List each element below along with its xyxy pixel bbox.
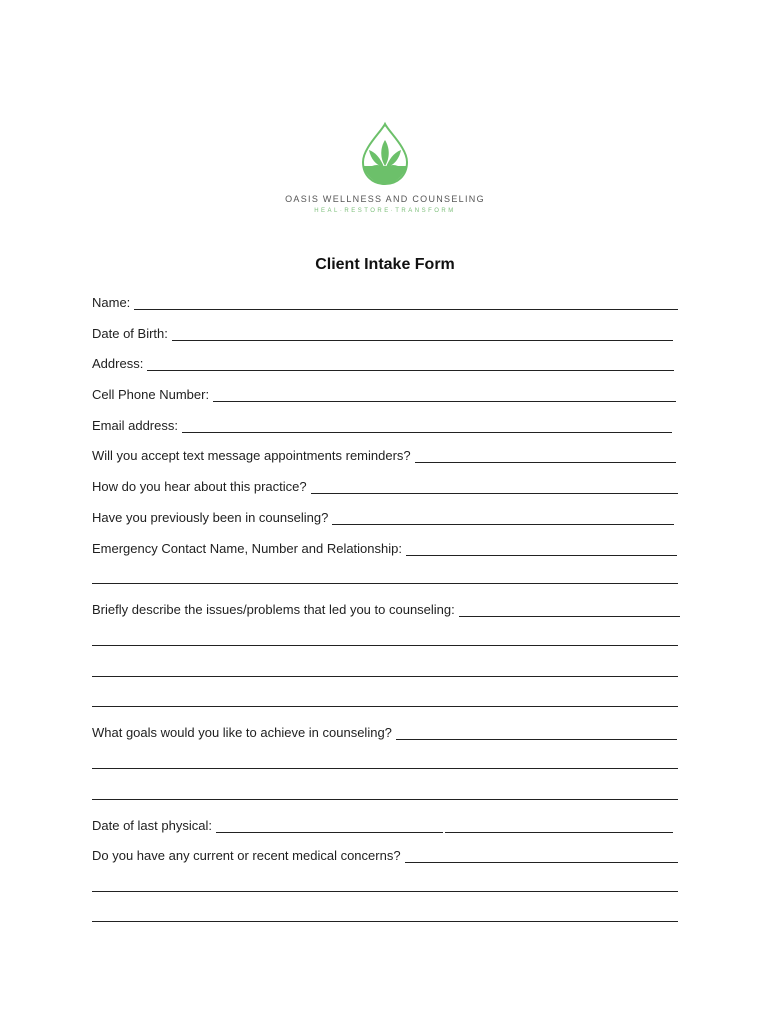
brand-name: OASIS WELLNESS AND COUNSELING xyxy=(285,194,485,204)
form-title: Client Intake Form xyxy=(315,256,455,273)
goals-label: What goals would you like to achieve in counseling? xyxy=(92,725,392,740)
goals-line-3[interactable] xyxy=(92,799,678,800)
text-reminders-line[interactable] xyxy=(415,450,676,463)
emergency-contact-label: Emergency Contact Name, Number and Relationship: xyxy=(92,541,402,556)
address-row xyxy=(92,351,674,371)
hear-about-row xyxy=(92,474,678,494)
dob-row xyxy=(92,321,673,341)
previous-counseling-line[interactable] xyxy=(332,512,674,525)
email-label: Email address: xyxy=(92,418,178,433)
name-line[interactable] xyxy=(134,297,678,310)
hear-about-label: How do you hear about this practice? xyxy=(92,479,307,494)
goals-line-2[interactable] xyxy=(92,768,678,769)
email-row xyxy=(92,413,672,433)
emergency-contact-line-2[interactable] xyxy=(92,583,678,584)
goals-row xyxy=(92,720,677,740)
logo xyxy=(0,120,770,214)
medical-concerns-line-2[interactable] xyxy=(92,891,678,892)
emergency-contact-line[interactable] xyxy=(406,543,677,556)
issues-label: Briefly describe the issues/problems that led you to counseling: xyxy=(92,602,455,617)
last-physical-line-1[interactable] xyxy=(216,820,444,833)
address-label: Address: xyxy=(92,356,144,371)
issues-row xyxy=(92,597,680,617)
issues-line-2[interactable] xyxy=(92,645,678,646)
previous-counseling-row xyxy=(92,505,674,525)
issues-line[interactable] xyxy=(459,604,680,617)
cell-phone-label: Cell Phone Number: xyxy=(92,387,210,402)
dob-line[interactable] xyxy=(172,328,673,341)
last-physical-lines xyxy=(216,820,673,833)
issues-line-3[interactable] xyxy=(92,676,678,677)
last-physical-label: Date of last physical: xyxy=(92,818,212,833)
last-physical-line-2[interactable] xyxy=(445,820,673,833)
last-physical-row xyxy=(92,813,673,833)
cell-phone-line[interactable] xyxy=(213,389,676,402)
lotus-drop-icon xyxy=(355,120,415,188)
dob-label: Date of Birth: xyxy=(92,326,168,341)
cell-phone-row xyxy=(92,382,676,402)
emergency-contact-row xyxy=(92,536,677,556)
brand-tagline: HEAL·RESTORE·TRANSFORM xyxy=(314,208,456,214)
text-reminders-label: Will you accept text message appointments reminders? xyxy=(92,448,411,463)
medical-concerns-row xyxy=(92,843,678,863)
medical-concerns-label: Do you have any current or recent medical concerns? xyxy=(92,848,401,863)
medical-concerns-line-3[interactable] xyxy=(92,921,678,922)
email-line[interactable] xyxy=(182,420,672,433)
issues-line-4[interactable] xyxy=(92,706,678,707)
goals-line[interactable] xyxy=(396,727,677,740)
previous-counseling-label: Have you previously been in counseling? xyxy=(92,510,329,525)
name-row xyxy=(92,290,678,310)
text-reminders-row xyxy=(92,443,676,463)
medical-concerns-line[interactable] xyxy=(405,850,678,863)
address-line[interactable] xyxy=(147,358,674,371)
hear-about-line[interactable] xyxy=(311,481,678,494)
name-label: Name: xyxy=(92,295,131,310)
